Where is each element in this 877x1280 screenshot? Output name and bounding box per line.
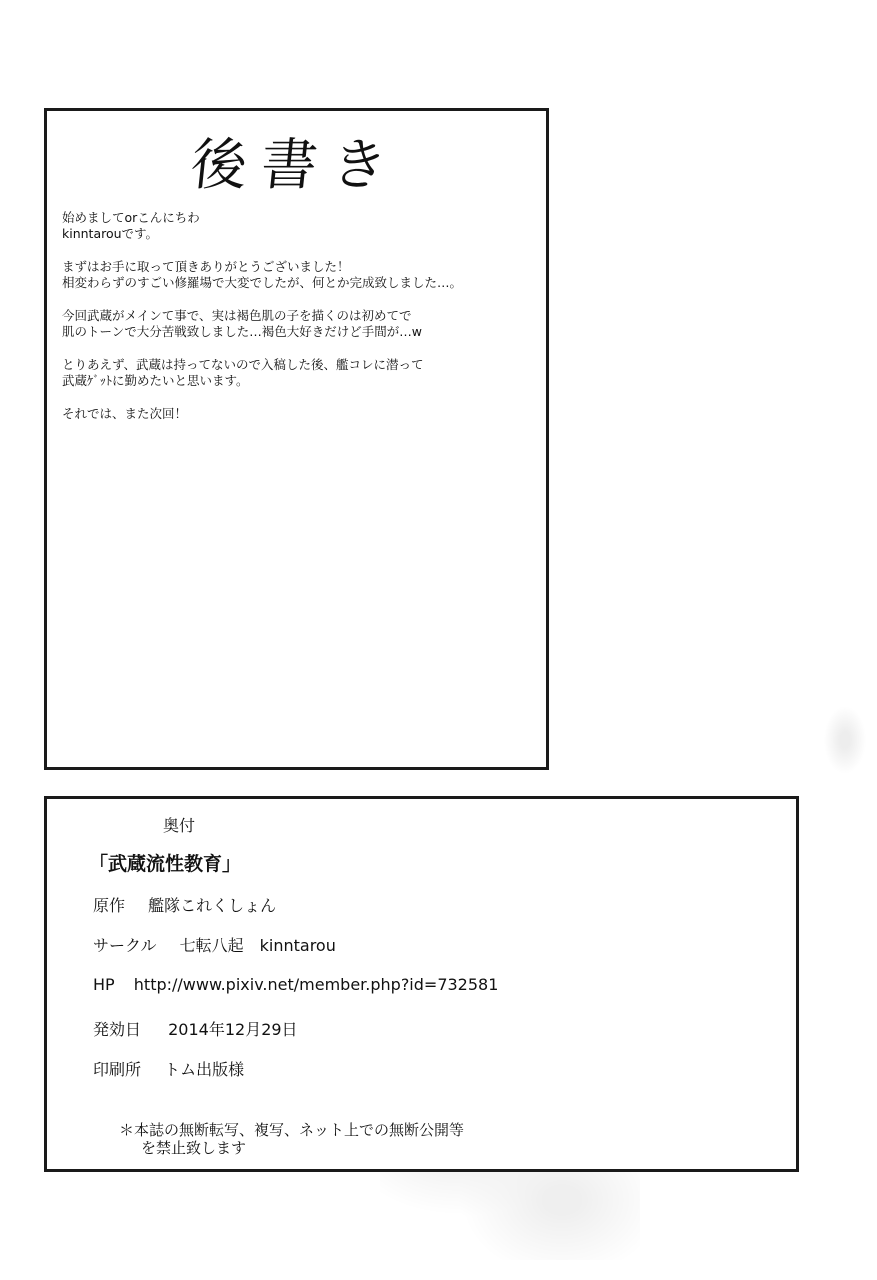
circle-value: 七転八起 kinntarou — [179, 936, 336, 955]
homepage-row — [93, 975, 498, 994]
publish-date-row — [93, 1017, 298, 1040]
printer-label: 印刷所 — [93, 1060, 142, 1079]
afterword-paragraph: まずはお手に取って頂きありがとうございました！ 相変わらずのすごい修羅場で大変でしたが、何とか完成致しました…。 — [62, 259, 463, 290]
printer-value: トム出版様 — [164, 1060, 245, 1079]
circle-row — [93, 933, 336, 956]
homepage-label: HP — [93, 975, 115, 994]
afterword-paragraph: 今回武蔵がメインて事で、実は褐色肌の子を描くのは初めてで 肌のトーンで大分苦戦致しました…褐色大好きだけど手間が…w — [62, 308, 422, 339]
original-work-row — [93, 893, 276, 916]
original-work-label: 原作 — [93, 896, 126, 915]
bleed-through-mark — [820, 700, 870, 780]
colophon-label: 奥付 — [163, 816, 196, 835]
afterword-paragraph: とりあえず、武蔵は持ってないので入稿した後、艦コレに潜って 武蔵ｹﾞｯﾄに勤めたいと思います。 — [62, 357, 424, 388]
colophon-box — [44, 796, 799, 1172]
book-title: 「武蔵流性教育」 — [89, 853, 242, 875]
afterword-paragraph: それでは、また次回！ — [62, 406, 188, 421]
publish-date-value: 2014年12月29日 — [168, 1020, 298, 1039]
homepage-url: http://www.pixiv.net/member.php?id=732581 — [133, 975, 499, 994]
notice-line-1: ＊本誌の無断転写、複写、ネット上での無断公開等 — [119, 1121, 465, 1139]
afterword-heading: 後書き — [187, 133, 405, 198]
afterword-box — [44, 108, 549, 770]
printer-row — [93, 1057, 244, 1080]
afterword-paragraph: 始めましてorこんにちわ kinntarouです。 — [62, 210, 200, 241]
circle-label: サークル — [93, 936, 157, 955]
copyright-notice — [119, 1121, 464, 1157]
notice-line-2: を禁止致します — [141, 1139, 247, 1157]
afterword-text — [62, 210, 542, 439]
original-work-value: 艦隊これくしょん — [148, 896, 277, 915]
publish-date-label: 発効日 — [93, 1020, 142, 1039]
